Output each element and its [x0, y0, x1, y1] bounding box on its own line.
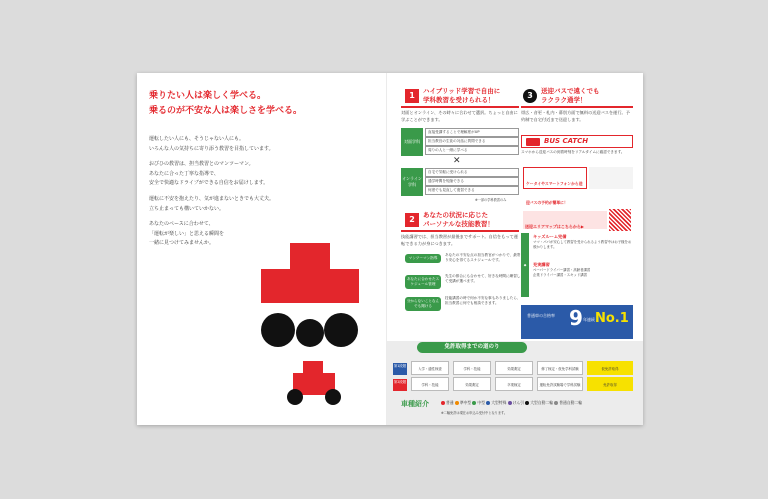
body-line: 運転したい人にも、そうじゃない人にも。 — [149, 136, 245, 142]
course-list: ペーパードライバー講習・高齢者講習 企業ドライバー講習・スキッド講習 — [533, 268, 591, 277]
step-cell: 運転免許試験場で学科試験 — [537, 377, 583, 391]
course-item: 高齢者講習 — [573, 268, 591, 272]
hero-headline — [149, 89, 302, 119]
step-cell-goal: 免許取得 — [587, 377, 633, 391]
body-line: いろんな人の気持ちに寄り添う教習を目指しています。 — [149, 145, 274, 152]
online-class-label: オンライン学科 — [401, 168, 423, 196]
section-1-title-line1: ハイブリッド学習で自由に — [423, 87, 501, 95]
mascot-eye-center — [296, 319, 324, 347]
skill-text: 先生の都合にも合わせて、好きな時間に練習して受講が選べます。 — [445, 274, 521, 284]
area-map-box — [523, 211, 607, 229]
body-line: あなたに合った丁寧な指導で、 — [149, 170, 219, 177]
step-cell: 効果測定 — [453, 377, 491, 391]
mascot-hat-brim — [261, 269, 359, 303]
award-line1: 普通車の合格率 — [527, 313, 555, 318]
qr-code-icon[interactable] — [609, 209, 631, 231]
step-cell: 修了検定・仮免学科試験 — [537, 361, 583, 375]
left-page — [137, 73, 386, 425]
section-2-desc: 技能講習では、担当教習が最後までサポート。自信をもって運転できる力が身につきます。 — [401, 234, 518, 246]
section-3-title-line2: ラクラク通学！ — [541, 96, 587, 104]
body-line: おびひの教習は、担当教習とのマンツーマン。 — [149, 161, 254, 168]
phone-booking-box — [523, 167, 587, 205]
section-1-title — [423, 87, 500, 105]
step-cell: 学科・技能 — [411, 377, 449, 391]
face-item: 直接受講することで理解度がUP — [425, 128, 519, 137]
row-1-label: 第1段階 — [393, 363, 407, 375]
brochure-spread — [137, 73, 643, 425]
section-3-number: 3 — [523, 89, 537, 103]
car-type-name: 普通 — [446, 400, 454, 405]
course-title: 充実講習 — [533, 262, 550, 267]
body-line: 「運転が楽しい」と思える瞬間を — [149, 230, 225, 237]
body-copy — [149, 135, 349, 255]
mascot-wheel-left — [287, 389, 303, 405]
bus-desc: スマホから送迎バスの到着時刻をリアルタイムに確認できます。 — [521, 150, 625, 154]
row-2-label: 第2段階 — [393, 379, 407, 391]
course-item: スキッド講習 — [566, 273, 588, 277]
versus-cross-icon: ✕ — [453, 156, 461, 166]
car-type — [508, 400, 524, 405]
step-cell: 学科・技能 — [453, 361, 491, 375]
car-type-name: 中型 — [477, 400, 486, 405]
skill-text: 技能講習の時で何か不安な事もありましたら、担当教習に何でも相談できます。 — [445, 296, 521, 306]
car-dot-icon — [486, 401, 490, 405]
course-item: ペーパードライバー講習 — [533, 268, 570, 272]
face-item: 担当教官の生徒の対話に質問できる — [425, 137, 519, 146]
online-item: 通学時間を短縮できる — [425, 177, 519, 186]
area-map-link[interactable]: 送迎エリアマップはこちらから▶ — [525, 224, 584, 229]
section-2-title — [423, 211, 494, 229]
car-type-name: 大型特殊 — [491, 400, 507, 405]
car-dot-icon — [472, 401, 476, 405]
kids-desc: ママ・パパが安心して教習を受けられるよう教習中はお子様をお預かりします。 — [533, 240, 632, 249]
car-type — [486, 400, 506, 405]
car-type — [472, 400, 485, 405]
mascot-eye-left — [261, 313, 295, 347]
course-item: 企業ドライバー講習 — [533, 273, 564, 277]
bus-catch-brand: BUS CATCH — [544, 137, 589, 145]
face-item: 周りの人と一緒に学べる — [425, 146, 519, 155]
skill-pill: あなたに合わせたスケジュール管理 — [405, 275, 441, 289]
section-3-rule — [521, 106, 633, 108]
award-rank: No.1 — [595, 311, 629, 326]
step-cell: 効果測定 — [495, 361, 533, 375]
section-2-number: 2 — [405, 213, 419, 227]
car-dot-icon — [554, 401, 558, 405]
hero-line-2: 乗るのが不安な人は楽しさを学べる。 — [149, 106, 303, 116]
section-1-title-line2: 学科教習を受けられる！ — [423, 96, 495, 104]
cars-note: ※二輪免許は現在お申込み受付中となります。 — [441, 411, 508, 415]
face-class-label: 対面学科 — [401, 128, 423, 156]
bus-catch-logo — [521, 135, 633, 148]
car-type-name: 準中型 — [459, 400, 472, 405]
car-type-name: 普通自動二輪 — [559, 400, 583, 405]
car-dot-icon — [455, 401, 459, 405]
car-dot-icon — [525, 401, 529, 405]
mascot-wheel-right — [325, 389, 341, 405]
award-line2: 年連続 — [583, 317, 595, 322]
section-1-number: 1 — [405, 89, 419, 103]
section-2-title-line2: パーソナルな技能教習！ — [423, 220, 494, 228]
step-cell: 入学・適性検査 — [411, 361, 449, 375]
section-2-rule — [401, 230, 519, 232]
step-cell: 卒業検定 — [495, 377, 533, 391]
body-line: 立ち止まっても構いていかない。 — [149, 205, 225, 212]
car-type — [455, 400, 471, 405]
car-dot-icon — [441, 401, 445, 405]
car-type-list — [441, 400, 637, 406]
bus-icon — [526, 138, 540, 146]
body-line: あなたのペースに合わせて、 — [149, 221, 214, 228]
road-title: 免許取得までの道のり — [417, 342, 527, 353]
phone-booking-text: ケータイやスマートフォンから送迎バスの予約が簡単に！ — [526, 181, 583, 205]
right-page — [387, 73, 643, 425]
extra-services-tag: ◆ — [521, 233, 529, 297]
award-banner — [521, 305, 633, 339]
mascot-eye-right — [324, 313, 358, 347]
body-line: 運転に不安を抱えたり、気が進まないときでも大丈夫。 — [149, 195, 275, 202]
skill-text: あなたの不安な点の担当教官がつかりで、最寄り安心を得てるスケジュールです。 — [445, 253, 521, 263]
section-1-rule — [401, 106, 519, 108]
bus-map-illustration — [589, 167, 633, 189]
body-line: 一緒に見つけてみませんか。 — [149, 240, 215, 247]
car-type — [441, 400, 454, 405]
car-type-name: けん引 — [512, 400, 525, 405]
body-line: 安全で快適なドライブができる自信をお届けします。 — [149, 180, 269, 187]
car-type — [554, 400, 582, 405]
section-3-title-line1: 送迎バスで遠くでも — [541, 87, 600, 95]
hero-line-1: 乗りたい人は楽しく学べる。 — [149, 91, 267, 101]
section-1-desc: 対面とオンライン、その時々に合わせて選択。ちょっと自由に学ぶことができます。 — [401, 110, 518, 122]
car-type-name: 大型自動二輪 — [530, 400, 554, 405]
online-item: 自宅で気軽に受けられる — [425, 168, 519, 177]
car-type — [525, 400, 553, 405]
skill-pill: 分からないことなんでも聞ける — [405, 297, 441, 311]
section-3-title — [541, 87, 600, 105]
award-years: 9 — [569, 306, 583, 330]
skill-pill: マンツーマン指導 — [405, 254, 441, 263]
step-cell-goal: 仮免許取得 — [587, 361, 633, 375]
section-3-desc: 帯広・音更・札内・幕別方面で無料の送迎バスを運行。予約制で自宅付近まで送迎します。 — [521, 110, 630, 122]
section-2-title-line1: あなたの状況に応じた — [423, 211, 488, 219]
cars-title: 車種紹介 — [401, 400, 429, 408]
kids-title: キッズルーム完備 — [533, 234, 567, 239]
online-item: 何度でも見直して復習できる — [425, 186, 519, 195]
section-1-note: ※一部の学科教習のみ — [475, 198, 507, 202]
car-dot-icon — [508, 401, 512, 405]
